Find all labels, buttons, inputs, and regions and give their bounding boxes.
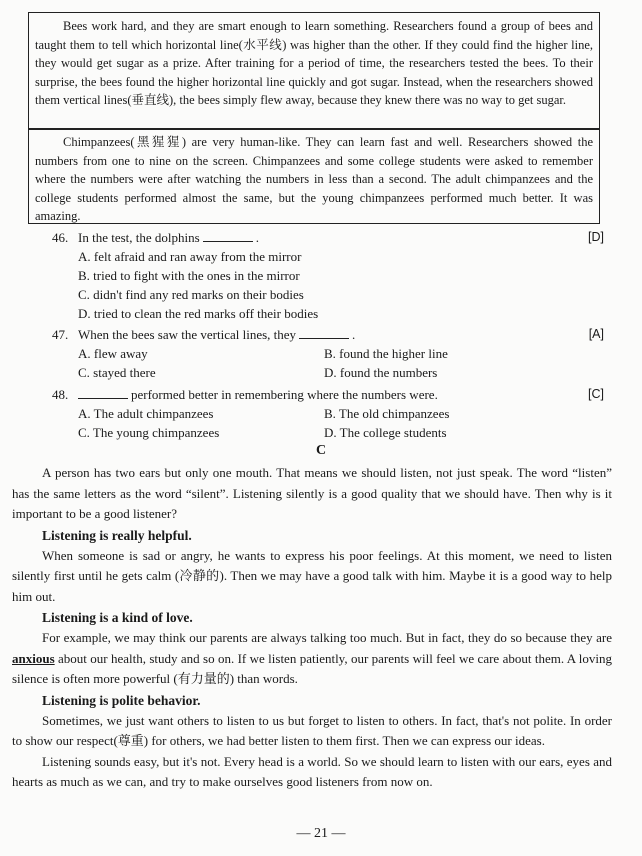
bees-paragraph: Bees work hard, and they are smart enough to learn something. Researchers found a group of bees and taught them to tell which horizontal line(水平线) was higher than the other. If they could find the higher line, they would get sugar as a prize. After training for a period of time, the researchers tested the bees. To their surprise, the bees found the higher horizontal line quickly and got sugar. Instead, when the researchers showed them vertical lines(垂直线), the bees simply flew away, because they knew there was no way to get sugar.	[35, 19, 593, 107]
answer-key: [C]	[588, 387, 604, 401]
option-a: A. The adult chimpanzees	[78, 406, 214, 421]
stem-text: performed better in remembering where the numbers were.	[131, 387, 438, 402]
option-d: D. The college students	[324, 425, 447, 440]
passage-paragraph-3	[12, 628, 612, 690]
stem-text: When the bees saw the vertical lines, they	[78, 327, 297, 342]
question-number: 47.	[52, 327, 69, 342]
options-row-1	[52, 344, 612, 363]
option-b: B. tried to fight with the ones in the mirror	[78, 268, 300, 283]
underlined-word: anxious	[12, 650, 55, 666]
question-47	[52, 325, 612, 382]
p3-part-a: For example, we may think our parents are always talking too much. But in fact, they do so because they are	[42, 630, 612, 645]
stem-end: .	[352, 327, 356, 342]
passage-heading-2: Listening is a kind of love.	[42, 610, 193, 625]
option-c: C. didn't find any red marks on their bodies	[78, 287, 304, 302]
stem-end: .	[255, 230, 259, 245]
option-c: C. stayed there	[78, 365, 156, 380]
option-c: C. The young chimpanzees	[78, 425, 220, 440]
passage-heading-1: Listening is really helpful.	[42, 527, 192, 543]
section-label: C	[315, 443, 327, 458]
stem-text: In the test, the dolphins	[78, 230, 200, 245]
passage-paragraph-4: Sometimes, we just want others to listen to us but forget to listen to others. In fact, that's not polite. In order to show our respect(尊重) for others, we had better listen to them first. Then we can express our ideas.	[12, 712, 612, 748]
passage-paragraph-1: A person has two ears but only one mouth. That means we should listen, not just speak. The word “listen” has the same letters as the word “silent”. Listening silently is a good quality that we should have. Then why is it important to be a good listener?	[12, 465, 612, 521]
option-b: B. found the higher line	[324, 346, 448, 361]
passage-c	[12, 463, 612, 793]
p3-part-b: about our health, study and so on. If we listen patiently, our parents will feel we care about them. A loving silence is often more powerful (有力量的) than words.	[12, 650, 612, 686]
answer-blank	[299, 326, 349, 339]
options-row-1	[52, 404, 612, 423]
passage-paragraph-5: Listening sounds easy, but it's not. Every head is a world. So we should learn to listen with our ears, eyes and hearts as much as we can, and try to make ourselves good listeners from now on.	[12, 753, 612, 789]
question-stem	[52, 325, 612, 344]
answer-key: [D]	[588, 230, 604, 244]
reading-box-bees	[28, 12, 600, 130]
options-row-2	[52, 423, 612, 442]
option-d: D. tried to clean the red marks off their bodies	[78, 306, 319, 321]
passage-paragraph-2: When someone is sad or angry, he wants to express his poor feelings. At this moment, we need to listen silently first until he gets calm (冷静的). Then we may have a good talk with him. Maybe it is a good way to help him out.	[12, 547, 612, 604]
answer-blank	[78, 386, 128, 399]
question-46	[52, 228, 612, 323]
chimpanzees-paragraph: Chimpanzees(黑猩猩) are very human-like. They can learn fast and well. Researchers showed the numbers from one to nine on the screen. Chimpanzees and some college students were asked to remember where the numbers were after watching the numbers in less than a second. The adult chimpanzees and the college students performed almost the same, but the young chimpanzees performed much better. It was amazing.	[35, 135, 593, 223]
question-stem	[52, 228, 612, 247]
option-b: B. The old chimpanzees	[324, 406, 450, 421]
question-stem	[52, 385, 612, 404]
answer-blank	[203, 229, 253, 242]
page-number: — 21 —	[296, 826, 346, 841]
reading-box-chimpanzees	[28, 128, 600, 224]
passage-heading-3: Listening is polite behavior.	[42, 692, 201, 708]
answer-key: [A]	[588, 327, 604, 341]
question-48	[52, 385, 612, 442]
options-row-2	[52, 363, 612, 382]
option-d: D. found the numbers	[324, 365, 438, 380]
question-number: 48.	[52, 387, 69, 402]
question-number: 46.	[52, 230, 69, 245]
option-a: A. flew away	[78, 346, 148, 361]
option-a: A. felt afraid and ran away from the mirror	[78, 249, 302, 264]
